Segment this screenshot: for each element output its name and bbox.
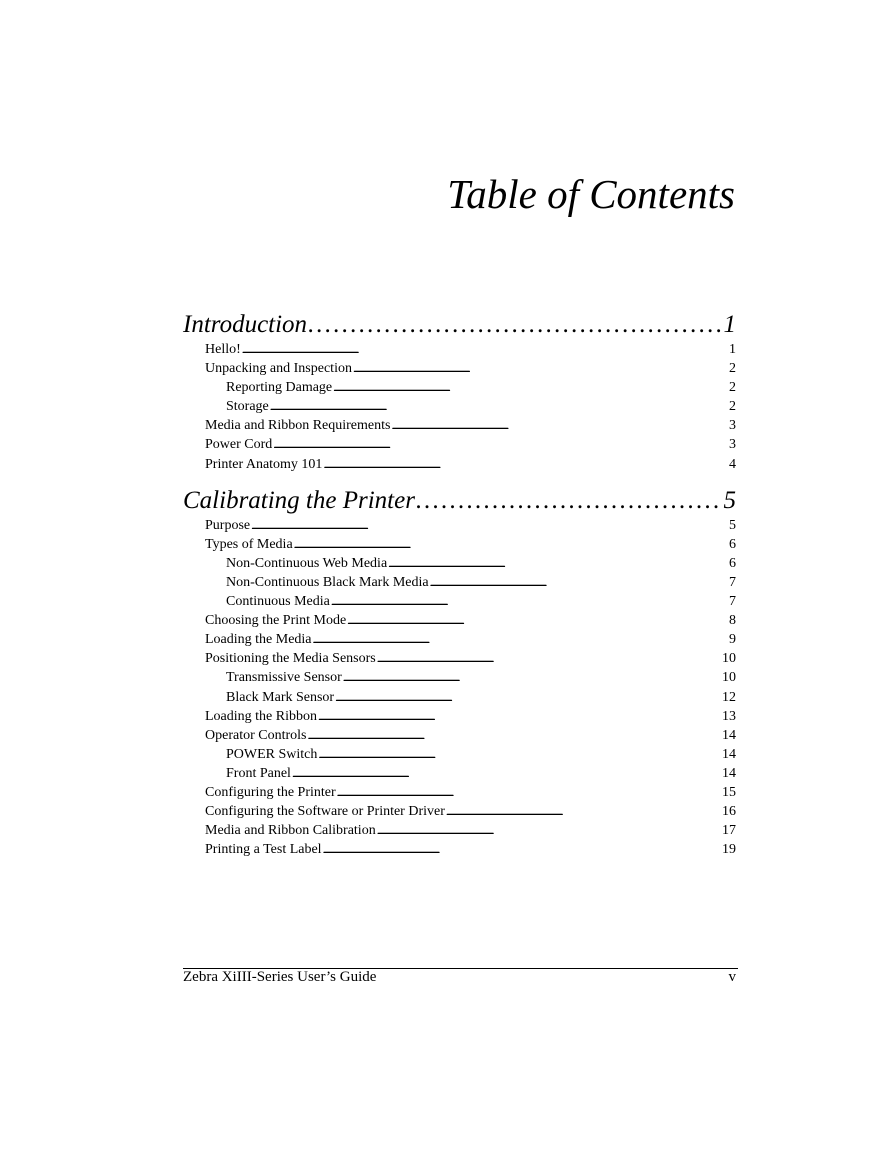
toc-entry-media-ribbon-requirements[interactable] (183, 416, 736, 435)
entry-label: Media and Ribbon Calibration (205, 823, 376, 839)
footer-guide-title: Zebra XiIII-Series User’s Guide (183, 969, 377, 985)
entry-page: 17 (722, 823, 736, 839)
toc-entry-transmissive-sensor[interactable] (183, 668, 736, 687)
entry-label: Reporting Damage (226, 380, 333, 396)
entry-label: Hello! (205, 342, 241, 357)
toc-entry-types-of-media[interactable] (183, 535, 736, 554)
entry-label: Transmissive Sensor (226, 670, 342, 686)
entry-page: 7 (729, 594, 736, 610)
dot-leader (294, 535, 728, 555)
dot-leader (333, 378, 728, 398)
entry-label: Positioning the Media Sensors (205, 651, 376, 667)
toc-entry-positioning-media-sensors[interactable] (183, 649, 736, 668)
entry-page: 14 (722, 746, 736, 762)
toc-entry-hello[interactable] (183, 340, 736, 359)
dot-leader (270, 397, 728, 417)
toc-entry-unpacking[interactable] (183, 359, 736, 378)
dot-leader (273, 435, 728, 455)
chapter-entries-introduction (183, 340, 736, 474)
toc-entry-non-continuous-web-media[interactable] (183, 554, 736, 573)
toc-entry-black-mark-sensor[interactable] (183, 688, 736, 707)
toc-entry-configuring-software[interactable] (183, 802, 736, 821)
entry-page: 1 (729, 342, 736, 357)
dot-leader (377, 649, 721, 669)
page-title: Table of Contents (447, 171, 735, 217)
entry-page: 13 (722, 708, 736, 724)
entry-page: 6 (729, 555, 736, 571)
toc-entry-operator-controls[interactable] (183, 726, 736, 745)
entry-page: 8 (729, 613, 736, 629)
entry-page: 3 (729, 437, 736, 453)
dot-leader (318, 707, 721, 727)
toc-entry-non-continuous-black-mark-media[interactable] (183, 573, 736, 592)
entry-label: Black Mark Sensor (226, 689, 335, 705)
entry-page: 14 (722, 765, 736, 781)
chapter-page: 5 (723, 486, 736, 514)
entry-page: 4 (729, 456, 736, 472)
footer-page-number: v (728, 969, 736, 985)
entry-label: Operator Controls (205, 727, 307, 743)
toc-entry-printing-test-label[interactable] (183, 840, 736, 859)
dot-leader (318, 745, 721, 765)
chapter-entries-calibrating (183, 516, 736, 860)
dot-leader (377, 821, 721, 841)
entry-label: Front Panel (226, 765, 291, 781)
entry-label: Non-Continuous Web Media (226, 555, 388, 571)
entry-page: 16 (722, 804, 736, 820)
entry-label: Printer Anatomy 101 (205, 456, 323, 472)
toc-entry-configuring-printer[interactable] (183, 783, 736, 802)
dot-leader (292, 764, 721, 784)
entry-page: 2 (729, 380, 736, 396)
entry-label: Loading the Ribbon (205, 708, 317, 724)
toc-entry-power-cord[interactable] (183, 435, 736, 454)
dot-leader (251, 516, 728, 536)
entry-label: Storage (226, 399, 269, 415)
entry-page: 10 (722, 670, 736, 686)
dot-leader (388, 554, 728, 574)
toc-entry-storage[interactable] (183, 397, 736, 416)
entry-page: 6 (729, 536, 736, 552)
entry-page: 15 (722, 784, 736, 800)
dot-leader (391, 416, 728, 436)
chapter-introduction[interactable] (183, 310, 736, 340)
toc-entry-choosing-print-mode[interactable] (183, 611, 736, 630)
entry-page: 5 (729, 517, 736, 533)
entry-label: Configuring the Software or Printer Driver (205, 804, 445, 820)
dot-leader (347, 611, 728, 631)
entry-label: Continuous Media (226, 594, 330, 610)
toc-entry-media-ribbon-calibration[interactable] (183, 821, 736, 840)
entry-page: 12 (722, 689, 736, 705)
entry-label: Media and Ribbon Requirements (205, 418, 391, 434)
chapter-calibrating-the-printer[interactable] (183, 486, 736, 516)
dot-leader (430, 573, 728, 593)
entry-label: Loading the Media (205, 632, 312, 648)
toc-entry-purpose[interactable] (183, 516, 736, 535)
chapter-title: Introduction (183, 311, 308, 338)
dot-leader (353, 359, 728, 379)
entry-label: Power Cord (205, 437, 273, 453)
toc-entry-continuous-media[interactable] (183, 592, 736, 611)
entry-page: 3 (729, 418, 736, 434)
entry-label: POWER Switch (226, 746, 318, 762)
entry-page: 2 (729, 399, 736, 415)
dot-leader (307, 726, 721, 746)
entry-label: Choosing the Print Mode (205, 613, 347, 629)
toc-entry-loading-ribbon[interactable] (183, 707, 736, 726)
entry-page: 7 (729, 574, 736, 590)
dot-leader (335, 688, 721, 708)
chapter-title: Calibrating the Printer (183, 486, 415, 514)
toc-entry-loading-media[interactable] (183, 630, 736, 649)
entry-label: Non-Continuous Black Mark Media (226, 574, 429, 590)
toc-entry-reporting-damage[interactable] (183, 378, 736, 397)
toc-entry-power-switch[interactable] (183, 745, 736, 764)
toc-entry-printer-anatomy[interactable] (183, 455, 736, 474)
entry-page: 10 (722, 651, 736, 667)
dot-leader (308, 310, 722, 340)
entry-label: Purpose (205, 517, 251, 533)
dot-leader (337, 783, 721, 803)
entry-label: Unpacking and Inspection (205, 361, 352, 377)
entry-page: 19 (722, 842, 736, 858)
dot-leader (331, 592, 728, 612)
dot-leader (446, 802, 721, 822)
dot-leader (242, 340, 728, 360)
entry-label: Configuring the Printer (205, 784, 336, 800)
dot-leader (323, 840, 721, 860)
entry-page: 9 (729, 632, 736, 648)
entry-label: Printing a Test Label (205, 842, 322, 858)
dot-leader (343, 668, 721, 688)
entry-label: Types of Media (205, 536, 293, 552)
entry-page: 2 (729, 361, 736, 377)
entry-page: 14 (722, 727, 736, 743)
chapter-page: 1 (723, 311, 736, 338)
toc-entry-front-panel[interactable] (183, 764, 736, 783)
dot-leader (416, 486, 723, 516)
dot-leader (313, 630, 728, 650)
table-of-contents (183, 310, 736, 859)
dot-leader (323, 455, 728, 475)
